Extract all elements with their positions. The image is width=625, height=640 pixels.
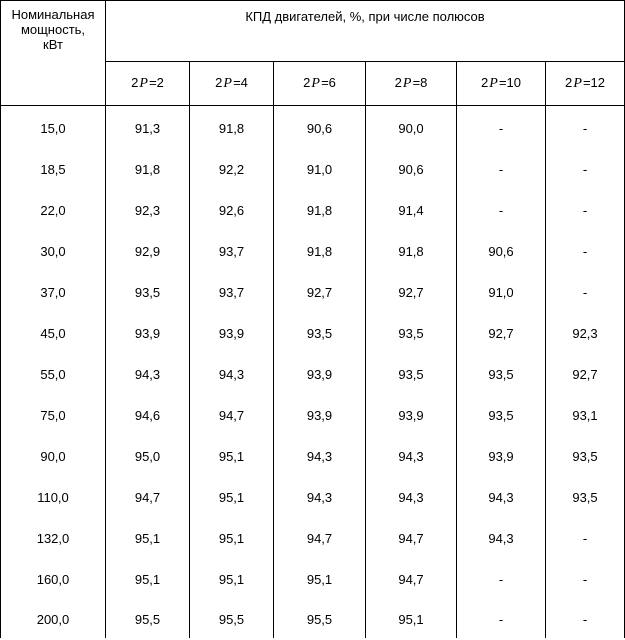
pole-count-header: 2 P =6 (274, 62, 366, 106)
efficiency-cell: 91,0 (457, 272, 546, 313)
efficiency-cell: 92,6 (190, 190, 274, 231)
power-cell: 200,0 (1, 600, 106, 638)
efficiency-cell: 93,7 (190, 272, 274, 313)
efficiency-cell: 94,6 (106, 395, 190, 436)
table-row (1, 600, 625, 638)
efficiency-cell: - (546, 518, 625, 559)
power-cell: 30,0 (1, 231, 106, 272)
efficiency-cell: 92,9 (106, 231, 190, 272)
power-cell: 55,0 (1, 354, 106, 395)
efficiency-cell: 92,7 (457, 313, 546, 354)
efficiency-cell: 93,7 (190, 231, 274, 272)
efficiency-cell: 94,7 (106, 477, 190, 518)
power-cell: 22,0 (1, 190, 106, 231)
efficiency-cell: 91,8 (190, 106, 274, 150)
efficiency-cell: 95,1 (274, 559, 366, 600)
efficiency-cell: 94,7 (366, 518, 457, 559)
efficiency-cell: - (546, 559, 625, 600)
efficiency-cell: 93,5 (457, 395, 546, 436)
efficiency-cell: 93,5 (546, 477, 625, 518)
efficiency-cell: 92,7 (366, 272, 457, 313)
efficiency-cell: - (546, 106, 625, 150)
efficiency-cell: 93,9 (274, 354, 366, 395)
efficiency-cell: - (546, 190, 625, 231)
efficiency-cell: 90,6 (274, 106, 366, 150)
pole-count-header: 2 P =4 (190, 62, 274, 106)
efficiency-cell: 90,0 (366, 106, 457, 150)
pole-count-header: 2 P =8 (366, 62, 457, 106)
efficiency-cell: 93,5 (366, 354, 457, 395)
power-cell: 15,0 (1, 106, 106, 150)
efficiency-cell: 93,5 (106, 272, 190, 313)
efficiency-cell: 90,6 (366, 149, 457, 190)
efficiency-cell: - (457, 190, 546, 231)
table-row (1, 190, 625, 231)
efficiency-cell: 95,5 (190, 600, 274, 638)
efficiency-cell: 93,5 (366, 313, 457, 354)
efficiency-cell: 91,0 (274, 149, 366, 190)
power-cell: 37,0 (1, 272, 106, 313)
table-row (1, 395, 625, 436)
corner-header-cell (1, 1, 106, 106)
table-row (1, 231, 625, 272)
efficiency-cell: 95,1 (190, 559, 274, 600)
efficiency-cell: 93,1 (546, 395, 625, 436)
power-cell: 90,0 (1, 436, 106, 477)
group-header: КПД двигателей, %, при числе полюсов (106, 1, 625, 62)
efficiency-cell: 91,8 (106, 149, 190, 190)
efficiency-cell: 94,3 (106, 354, 190, 395)
table-row (1, 477, 625, 518)
efficiency-cell: 92,2 (190, 149, 274, 190)
efficiency-cell: 94,3 (457, 477, 546, 518)
pole-count-header: 2 P =12 (546, 62, 625, 106)
efficiency-cell: 95,1 (106, 559, 190, 600)
power-cell: 110,0 (1, 477, 106, 518)
efficiency-cell: 94,3 (457, 518, 546, 559)
power-cell: 75,0 (1, 395, 106, 436)
efficiency-cell: 91,8 (274, 231, 366, 272)
table-row (1, 518, 625, 559)
efficiency-cell: 94,3 (366, 436, 457, 477)
table-row (1, 436, 625, 477)
efficiency-cell: 92,3 (106, 190, 190, 231)
efficiency-cell: - (457, 600, 546, 638)
efficiency-cell: 92,7 (546, 354, 625, 395)
corner-header-line: Номинальная (11, 7, 95, 22)
efficiency-cell: 90,6 (457, 231, 546, 272)
efficiency-cell: - (457, 149, 546, 190)
table-row (1, 106, 625, 150)
efficiency-cell: - (546, 272, 625, 313)
efficiency-cell: 94,7 (190, 395, 274, 436)
efficiency-cell: - (546, 600, 625, 638)
table-row (1, 272, 625, 313)
efficiency-cell: - (457, 559, 546, 600)
efficiency-cell: 91,8 (366, 231, 457, 272)
efficiency-cell: 95,5 (106, 600, 190, 638)
table-row (1, 149, 625, 190)
power-cell: 160,0 (1, 559, 106, 600)
pole-count-header: 2 P =2 (106, 62, 190, 106)
efficiency-cell: 91,8 (274, 190, 366, 231)
power-cell: 18,5 (1, 149, 106, 190)
table-row (1, 354, 625, 395)
efficiency-cell: 92,3 (546, 313, 625, 354)
pole-count-header: 2 P =10 (457, 62, 546, 106)
efficiency-cell: 95,1 (190, 518, 274, 559)
efficiency-cell: 95,5 (274, 600, 366, 638)
efficiency-cell: 95,0 (106, 436, 190, 477)
efficiency-cell: 95,1 (106, 518, 190, 559)
efficiency-cell: 95,1 (190, 477, 274, 518)
table-row (1, 313, 625, 354)
power-cell: 132,0 (1, 518, 106, 559)
efficiency-cell: 94,3 (274, 436, 366, 477)
efficiency-cell: 91,4 (366, 190, 457, 231)
efficiency-cell: - (546, 149, 625, 190)
efficiency-cell: 94,3 (190, 354, 274, 395)
efficiency-cell: 93,9 (457, 436, 546, 477)
efficiency-cell: 94,3 (366, 477, 457, 518)
efficiency-cell: 94,7 (274, 518, 366, 559)
efficiency-cell: 94,3 (274, 477, 366, 518)
efficiency-cell: - (546, 231, 625, 272)
efficiency-cell: 91,3 (106, 106, 190, 150)
table-body (1, 106, 625, 639)
efficiency-cell: 93,5 (457, 354, 546, 395)
efficiency-cell: 95,1 (366, 600, 457, 638)
efficiency-cell: 93,5 (546, 436, 625, 477)
efficiency-cell: - (457, 106, 546, 150)
efficiency-cell: 95,1 (190, 436, 274, 477)
efficiency-cell: 93,9 (190, 313, 274, 354)
efficiency-cell: 93,9 (274, 395, 366, 436)
efficiency-cell: 92,7 (274, 272, 366, 313)
efficiency-cell: 93,9 (366, 395, 457, 436)
efficiency-cell: 93,5 (274, 313, 366, 354)
corner-header-line: мощность, (20, 22, 86, 37)
corner-header-line: кВт (43, 37, 63, 52)
table-row (1, 559, 625, 600)
efficiency-cell: 94,7 (366, 559, 457, 600)
power-cell: 45,0 (1, 313, 106, 354)
efficiency-cell: 93,9 (106, 313, 190, 354)
